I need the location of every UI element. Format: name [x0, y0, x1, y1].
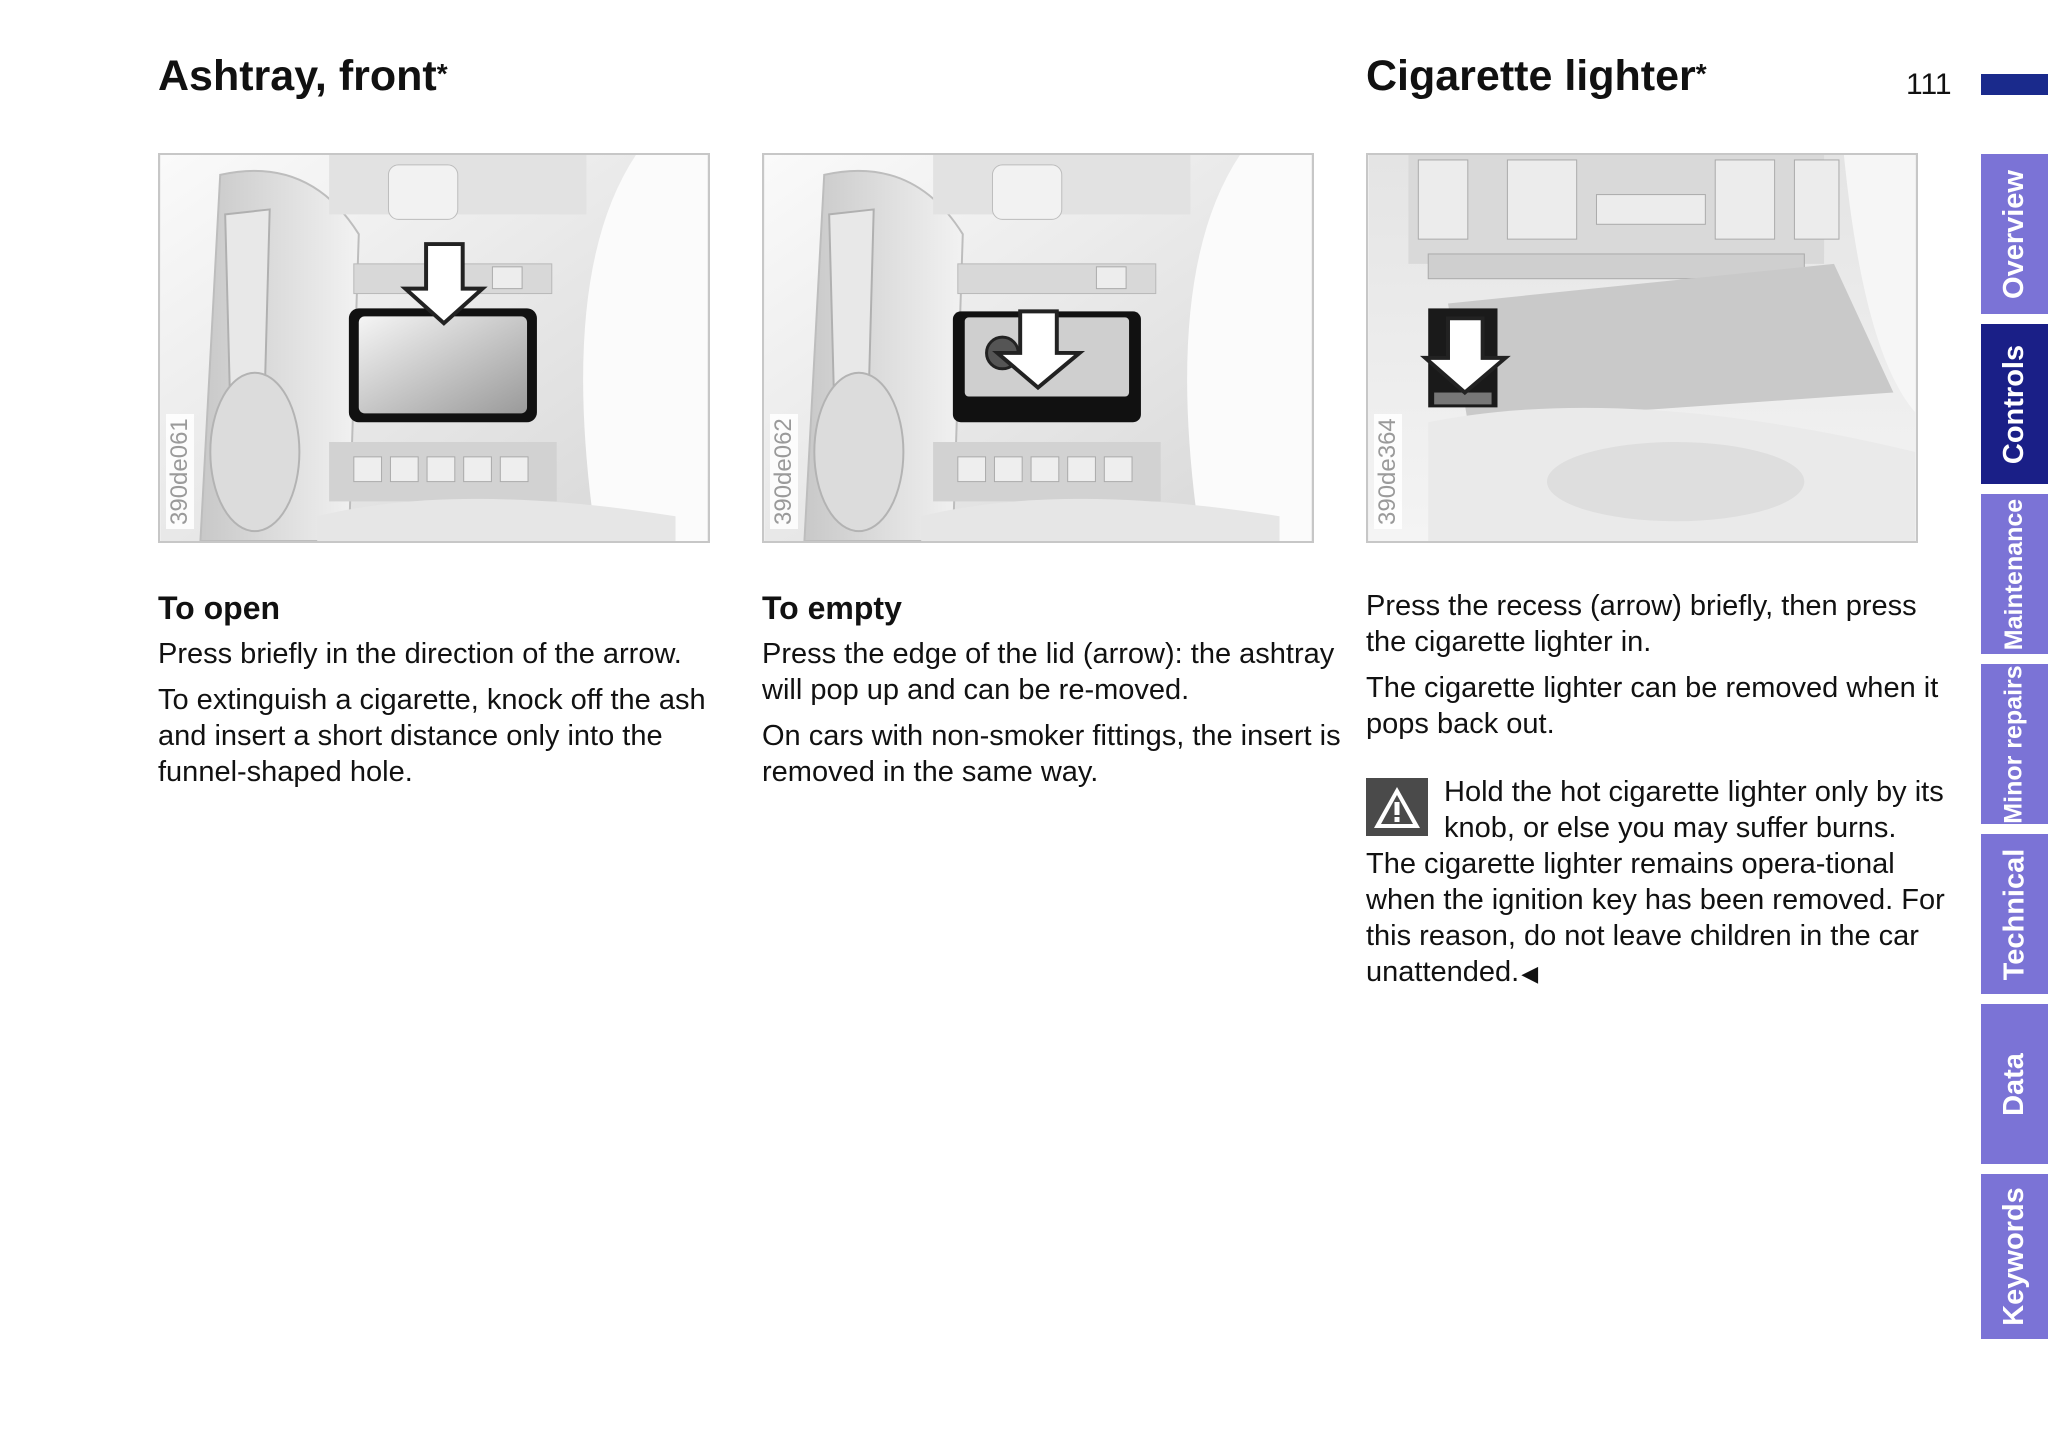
title-text: Ashtray, front	[158, 52, 437, 100]
tab-technical[interactable]	[1981, 834, 2048, 994]
section-title-ashtray	[158, 52, 448, 101]
tab-keywords[interactable]	[1981, 1174, 2048, 1339]
page-marker-bar	[1981, 74, 2048, 95]
tab-label: Overview	[1998, 169, 2031, 299]
tab-label: Keywords	[1998, 1187, 2031, 1326]
paragraph: The cigarette lighter can be removed when it pops back out.	[1366, 672, 1939, 740]
tab-label: Technical	[1998, 848, 2030, 980]
tab-label: Minor repairs	[2000, 664, 2028, 824]
tab-label: Maintenance	[2000, 498, 2028, 650]
tab-minor-repairs[interactable]	[1981, 664, 2048, 824]
ashtray-illustration	[764, 155, 1312, 541]
end-of-section-icon: ◀	[1521, 961, 1539, 986]
paragraph: The cigarette lighter remains opera-tional when the ignition key has been removed. For this reason, do not leave children in the car unattended.	[1366, 848, 1945, 988]
section-to-empty	[762, 588, 1352, 800]
section-cigarette-lighter	[1366, 588, 1951, 992]
tab-maintenance[interactable]	[1981, 494, 2048, 654]
section-to-open	[158, 588, 748, 800]
warning-block	[1366, 774, 1951, 992]
tab-overview[interactable]	[1981, 154, 2048, 314]
tab-label: Controls	[1998, 344, 2030, 464]
section-heading: To empty	[762, 590, 902, 626]
paragraph: On cars with non-smoker fittings, the insert is removed in the same way.	[762, 720, 1341, 788]
lighter-illustration	[1368, 155, 1916, 541]
paragraph: Press the edge of the lid (arrow): the ashtray will pop up and can be re-moved.	[762, 638, 1335, 706]
warning-triangle-icon	[1366, 778, 1428, 836]
figure-cigarette-lighter	[1366, 153, 1918, 543]
figure-code: 390de062	[770, 414, 798, 529]
figure-code: 390de364	[1374, 414, 1402, 529]
paragraph: Press the recess (arrow) briefly, then press the cigarette lighter in.	[1366, 590, 1917, 658]
ashtray-illustration	[160, 155, 708, 541]
section-title-cigarette-lighter	[1366, 52, 1707, 101]
paragraph: To extinguish a cigarette, knock off the ash and insert a short distance only into the funnel-shaped hole.	[158, 684, 706, 788]
asterisk: *	[436, 58, 448, 89]
figure-ashtray-empty	[762, 153, 1314, 543]
paragraph: Press briefly in the direction of the arrow.	[158, 638, 682, 670]
tab-data[interactable]	[1981, 1004, 2048, 1164]
section-heading: To open	[158, 590, 281, 626]
asterisk: *	[1695, 58, 1707, 89]
figure-code: 390de061	[166, 414, 194, 529]
page-number: 111	[1906, 68, 1952, 101]
warning-text: Hold the hot cigarette lighter only by its knob, or else you may suffer burns.	[1444, 776, 1944, 844]
tab-label: Data	[1997, 1052, 2030, 1116]
title-text: Cigarette lighter	[1366, 52, 1696, 100]
tab-controls[interactable]	[1981, 324, 2048, 484]
figure-ashtray-open	[158, 153, 710, 543]
